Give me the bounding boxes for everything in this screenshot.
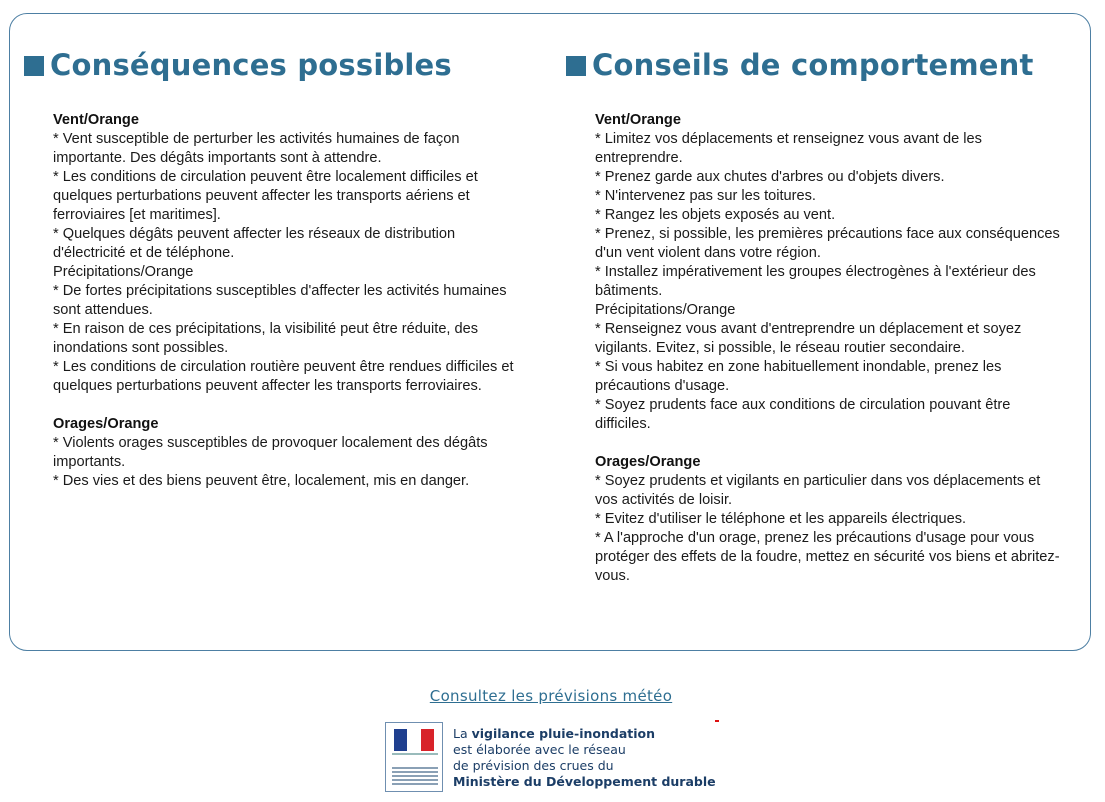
republique-francaise-logo — [385, 722, 443, 792]
advice-precip-line: * Soyez prudents face aux conditions de circulation pouvant être difficiles. — [595, 397, 1011, 432]
flag-white-band — [407, 729, 420, 751]
advice-vent-line: * Prenez garde aux chutes d'arbres ou d'objets divers. — [595, 169, 945, 185]
logo-caption-line — [453, 726, 716, 742]
consequences-vent-line: * Vent susceptible de perturber les activités humaines de façon importante. Des dégâts importants sont à attendre. — [53, 131, 460, 166]
consequences-vent-line: * Les conditions de circulation peuvent être localement difficiles et quelques perturbations peuvent affecter les transports aériens et ferroviaires [et maritimes]. — [53, 169, 478, 223]
square-bullet-icon — [24, 56, 44, 76]
advice-title — [566, 48, 1034, 82]
vigilance-logo-block[interactable] — [385, 722, 725, 794]
logo-caption-bold: vigilance pluie-inondation — [471, 726, 656, 741]
spacer — [595, 434, 1065, 453]
ministry-divider — [392, 753, 438, 761]
consequences-orages-heading: Orages/Orange — [53, 416, 159, 432]
advice-precip-line: * Renseignez vous avant d'entreprendre un déplacement et soyez vigilants. Evitez, si possible, le réseau routier secondaire. — [595, 321, 1022, 356]
consequences-orages-line: * Violents orages susceptibles de provoquer localement des dégâts importants. — [53, 435, 488, 470]
flag-blue-band — [394, 729, 407, 751]
logo-caption-line-bold — [453, 774, 716, 790]
vigilance-panel — [9, 13, 1091, 651]
logo-caption-line: est élaborée avec le réseau — [453, 742, 626, 757]
advice-vent-line: * Rangez les objets exposés au vent. — [595, 207, 836, 223]
advice-orages-heading: Orages/Orange — [595, 454, 701, 470]
flag-red-band — [421, 729, 434, 751]
french-flag-icon — [394, 729, 434, 751]
consequences-vent-line: * Quelques dégâts peuvent affecter les réseaux de distribution d'électricité et de téléphone. — [53, 226, 456, 261]
logo-caption-ministry: Ministère du Développement durable — [453, 774, 716, 789]
advice-body — [595, 111, 1065, 586]
advice-vent-line: * N'intervenez pas sur les toitures. — [595, 188, 816, 204]
consequences-title-text: Conséquences possibles — [50, 48, 452, 82]
consequences-precip-line: * Les conditions de circulation routière peuvent être rendues difficiles et quelques perturbations peuvent affecter les transports ferroviaires. — [53, 359, 514, 394]
consequences-precip-heading: Précipitations/Orange — [53, 264, 194, 280]
logo-caption-line: de prévision des crues du — [453, 758, 614, 773]
consequences-precip-line: * De fortes précipitations susceptibles d'affecter les activités humaines sont attendues. — [53, 283, 507, 318]
advice-vent-line: * Installez impérativement les groupes électrogènes à l'extérieur des bâtiments. — [595, 264, 1036, 299]
square-bullet-icon — [566, 56, 586, 76]
advice-vent-line: * Limitez vos déplacements et renseignez vous avant de les entreprendre. — [595, 131, 982, 166]
ministry-emblem-text-lines — [392, 767, 438, 787]
advice-orages-line: * Soyez prudents et vigilants en particulier dans vos déplacements et vos activités de loisir. — [595, 473, 1041, 508]
advice-orages-line: * Evitez d'utiliser le téléphone et les appareils électriques. — [595, 511, 967, 527]
consequences-title — [24, 48, 452, 82]
consequences-orages-line: * Des vies et des biens peuvent être, localement, mis en danger. — [53, 473, 470, 489]
advice-vent-line: * Prenez, si possible, les premières précautions face aux conséquences d'un vent violent dans votre région. — [595, 226, 1060, 261]
advice-orages-line: * A l'approche d'un orage, prenez les précautions d'usage pour vous protéger des effets de la foudre, mettez en sécurité vos biens et abritez-vous. — [595, 530, 1060, 584]
forecast-link[interactable]: Consultez les prévisions météo — [429, 687, 673, 705]
advice-precip-line: * Si vous habitez en zone habituellement inondable, prenez les précautions d'usage. — [595, 359, 1002, 394]
spacer — [53, 396, 518, 415]
advice-title-text: Conseils de comportement — [592, 48, 1034, 82]
consequences-body — [53, 111, 518, 491]
consequences-precip-line: * En raison de ces précipitations, la visibilité peut être réduite, des inondations sont possibles. — [53, 321, 479, 356]
advice-precip-heading: Précipitations/Orange — [595, 302, 736, 318]
advice-vent-heading: Vent/Orange — [595, 112, 681, 128]
logo-caption — [453, 726, 716, 790]
consequences-vent-heading: Vent/Orange — [53, 112, 139, 128]
logo-caption-prefix: La — [453, 726, 472, 741]
